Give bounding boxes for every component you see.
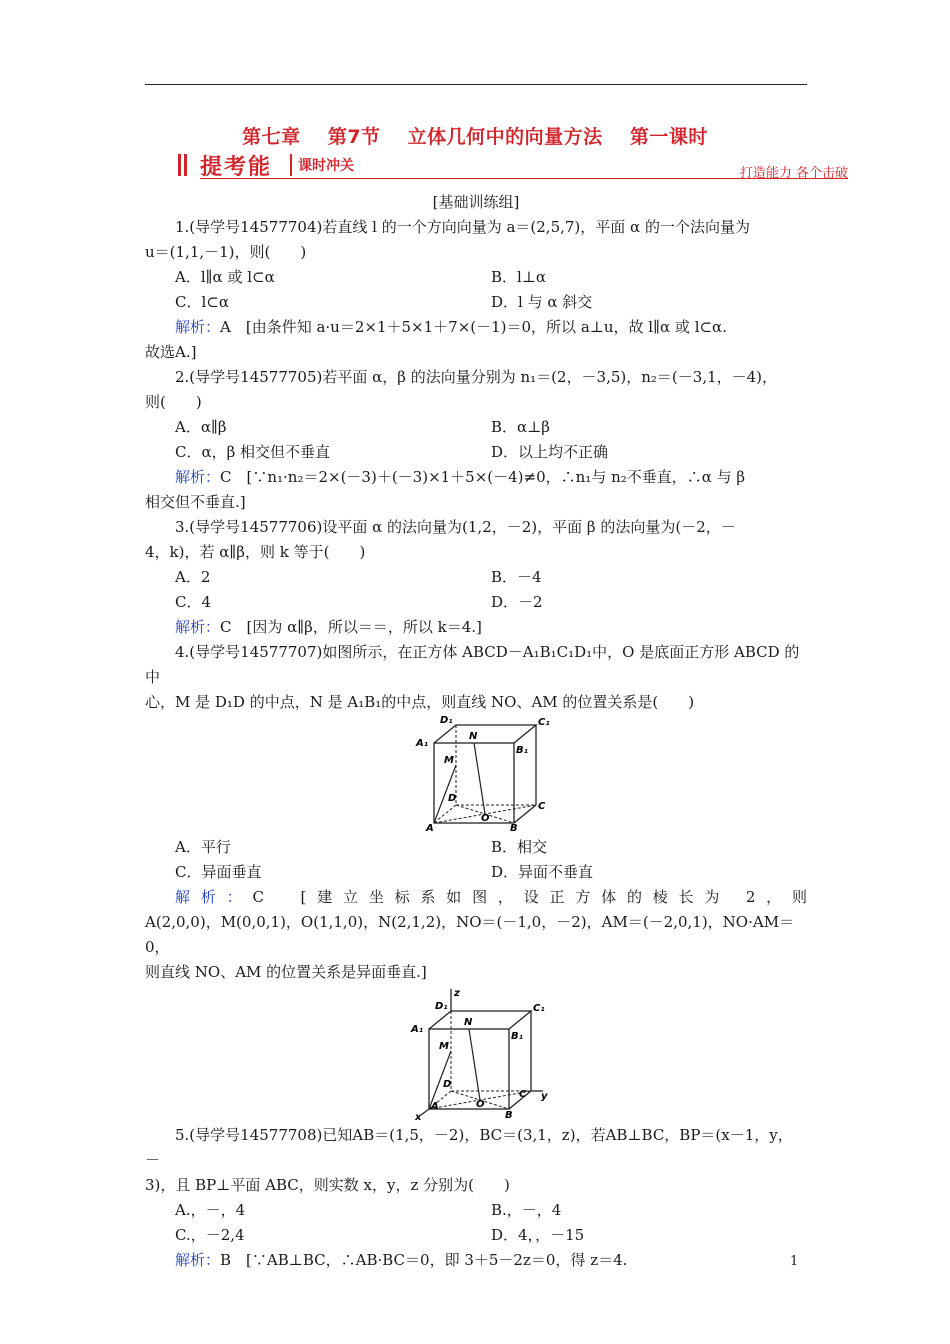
banner [178, 152, 848, 180]
q4-stem-2: 心，M 是 D₁D 的中点，N 是 A₁B₁的中点，则直线 NO、AM 的位置关系是( ) [145, 693, 695, 711]
q3-option-b: B．－4 [491, 568, 542, 586]
fig2-label-b1: B₁ [511, 1031, 524, 1042]
q1-analysis-1: A [由条件知 a·u＝2×1＋5×1＋7×(－1)＝0，所以 a⊥u，故 l∥α 或 l⊂α. [220, 318, 727, 336]
q1-options-row1 [145, 265, 807, 290]
q5-options-row1 [145, 1198, 807, 1223]
q5-stem-2: 3)，且 BP⊥平面 ABC，则实数 x，y，z 分别为( ) [145, 1176, 510, 1194]
q3-option-c: C．4 [175, 593, 212, 611]
q1-stem-2: u＝(1,1,－1)，则( ) [145, 243, 307, 261]
fig1-label-n: N [469, 731, 478, 742]
q1-analysis-label: 解析： [175, 318, 221, 336]
q2-options-row2 [145, 440, 807, 465]
q2-analysis-2: 相交但不垂直.] [145, 493, 246, 511]
q5-options-row2 [145, 1223, 807, 1248]
fig2-label-o: O [476, 1099, 485, 1110]
fig1-label-a: A [426, 823, 434, 834]
q4-options-row2 [145, 860, 807, 885]
q2-option-c: C．α，β 相交但不垂直 [175, 443, 331, 461]
fig1-label-d: D [448, 793, 457, 804]
q4-option-c: C．异面垂直 [175, 863, 262, 881]
fig2-label-n: N [464, 1017, 473, 1028]
q3-option-d: D．－2 [491, 593, 543, 611]
title-section: 第7节 [327, 126, 381, 148]
q4-analysis-label: 解析： [175, 888, 253, 906]
fig1-label-a1: A₁ [416, 738, 429, 749]
q2-option-b: B．α⊥β [491, 418, 550, 436]
banner-right: 打造能力 各个击破 [739, 166, 848, 181]
q4-options-row1 [145, 835, 807, 860]
q1-analysis [145, 315, 807, 340]
banner-sub: 课时冲关 [298, 158, 354, 174]
content [145, 190, 807, 1273]
q3-analysis-label: 解析： [175, 618, 221, 636]
page-title [0, 122, 950, 149]
fig2-label-a: A [431, 1101, 439, 1112]
q5-option-a: A.，－，4 [175, 1201, 246, 1219]
q5-analysis [145, 1248, 807, 1273]
q5-analysis-label: 解析： [175, 1251, 221, 1269]
fig1-label-c1: C₁ [538, 717, 550, 728]
fig1-label-b: B [510, 823, 518, 834]
banner-bars [178, 154, 190, 180]
title-topic: 立体几何中的向量方法 [407, 126, 603, 148]
q1-analysis-2: 故选A.] [145, 343, 197, 361]
cube-figure-2 [401, 987, 551, 1121]
q2-analysis-1: C [∵n₁·n₂＝2×(－3)＋(－3)×1＋5×(－4)≠0，∴n₁与 n₂不垂直，∴α 与 β [220, 468, 746, 486]
q2-option-d: D．以上均不正确 [491, 443, 609, 461]
q4-option-d: D．异面不垂直 [491, 863, 594, 881]
fig2-label-a1: A₁ [411, 1024, 424, 1035]
fig1-label-b1: B₁ [516, 745, 529, 756]
q2-stem-1: 2.(导学号14577705)若平面 α，β 的法向量分别为 n₁＝(2，－3,5)，n₂＝(－3,1，－4)， [175, 368, 778, 386]
q3-stem-1: 3.(导学号14577706)设平面 α 的法向量为(1,2，－2)，平面 β 的法向量为(－2，－ [175, 518, 736, 536]
q4-analysis [145, 885, 807, 910]
title-lesson: 第一课时 [629, 126, 708, 148]
q2-analysis [145, 465, 807, 490]
q3-options-row1 [145, 565, 807, 590]
fig1-label-m: M [444, 755, 454, 766]
fig2-label-d1: D₁ [435, 1001, 448, 1012]
q5-option-c: C.，－2,4 [175, 1226, 245, 1244]
q2-stem-2: 则( ) [145, 393, 202, 411]
q1-option-d: D．l 与 α 斜交 [491, 293, 593, 311]
fig1-label-o: O [481, 813, 490, 824]
fig2-label-x: x [415, 1112, 422, 1123]
fig2-label-b: B [505, 1110, 513, 1121]
title-chapter: 第七章 [242, 126, 301, 148]
fig1-label-c: C [538, 801, 546, 812]
q4-analysis-3: 则直线 NO、AM 的位置关系是异面垂直.] [145, 963, 427, 981]
q4-analysis-1: C [建立坐标系如图，设正方体的棱长为 2，则 [252, 888, 807, 906]
banner-underline [200, 178, 848, 179]
q2-options-row1 [145, 415, 807, 440]
q3-option-a: A．2 [175, 568, 211, 586]
q4-option-b: B．相交 [491, 838, 548, 856]
fig2-label-c: C [519, 1089, 527, 1100]
q3-analysis [145, 615, 807, 640]
q1-option-b: B．l⊥α [491, 268, 547, 286]
q5-option-b: B.，－，4 [491, 1201, 562, 1219]
q1-option-c: C．l⊂α [175, 293, 229, 311]
q2-option-a: A．α∥β [175, 418, 227, 436]
fig1-label-d1: D₁ [440, 715, 453, 726]
q1-stem-1: 1.(导学号14577704)若直线 l 的一个方向向量为 a＝(2,5,7)，平面 α 的一个法向量为 [175, 218, 750, 236]
section-title: [基础训练组] [432, 193, 520, 211]
fig2-label-z: z [454, 988, 460, 999]
q4-analysis-2: A(2,0,0)，M(0,0,1)，O(1,1,0)，N(2,1,2)，NO＝(－1,0，－2)，AM＝(－2,0,1)，NO·AM＝0， [145, 913, 795, 956]
cube-figure-1 [406, 715, 550, 834]
q5-option-d: D．4，，－15 [491, 1226, 585, 1244]
banner-main: 提考能 [200, 155, 273, 180]
q5-stem-1: 5.(导学号14577708)已知AB＝(1,5，－2)，BC＝(3,1，z)，若AB⊥BC，BP＝(x－1，y，－ [145, 1126, 793, 1169]
q2-analysis-label: 解析： [175, 468, 221, 486]
header-rule [145, 84, 807, 85]
fig2-label-y: y [541, 1091, 548, 1102]
q3-stem-2: 4，k)，若 α∥β，则 k 等于( ) [145, 543, 366, 561]
q3-options-row2 [145, 590, 807, 615]
fig2-label-c1: C₁ [533, 1003, 545, 1014]
fig2-label-m: M [439, 1041, 449, 1052]
page-number: 1 [790, 1254, 799, 1269]
q4-stem-1: 4.(导学号14577707)如图所示，在正方体 ABCD－A₁B₁C₁D₁中，O 是底面正方形 ABCD 的中 [145, 643, 800, 686]
banner-separator [290, 154, 292, 176]
q1-options-row2 [145, 290, 807, 315]
fig2-label-d: D [443, 1079, 452, 1090]
q1-option-a: A．l∥α 或 l⊂α [175, 268, 275, 286]
q3-analysis-1: C [因为 α∥β，所以＝＝，所以 k＝4.] [220, 618, 482, 636]
q4-option-a: A．平行 [175, 838, 231, 856]
q5-analysis-1: B [∵AB⊥BC，∴AB·BC＝0，即 3＋5－2z＝0，得 z＝4. [220, 1251, 628, 1269]
